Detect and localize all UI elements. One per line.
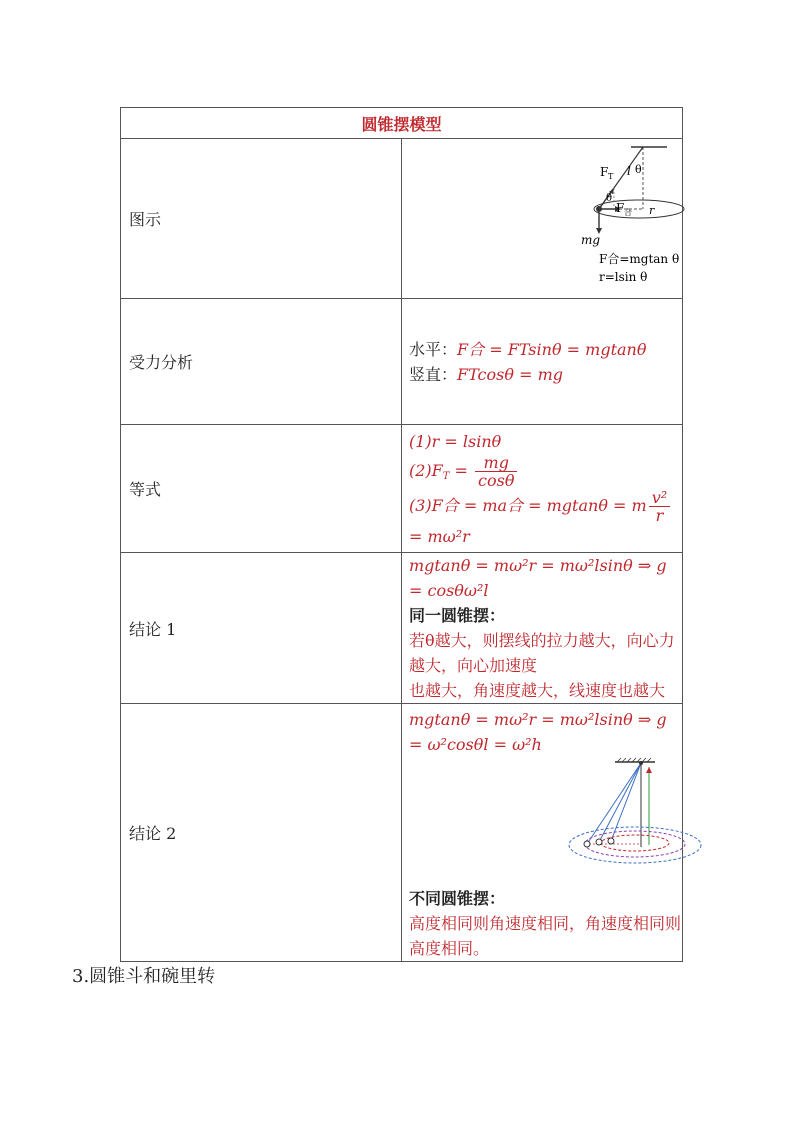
equations-cell xyxy=(402,425,683,553)
row-label-conclusion-1: 结论 1 xyxy=(121,553,402,704)
equation-3-fraction: $\frac{\text{v²}}{r}$ xyxy=(649,489,670,524)
conclusion-1-cell xyxy=(402,553,683,704)
conclusion-2-cell xyxy=(402,704,683,962)
diagram-caption-2: r=lsin θ xyxy=(599,270,648,284)
label-ft: F xyxy=(600,165,609,179)
label-l: l xyxy=(627,164,631,178)
conclusion-2-text: 高度相同则角速度相同，角速度相同则高度相同。 xyxy=(409,914,682,958)
row-label-equations: 等式 xyxy=(121,425,402,553)
section-heading: 3.圆锥斗和碗里转 xyxy=(72,966,216,987)
conclusion-1-subhead: 同一圆锥摆： xyxy=(409,606,506,625)
multiple-cone-pendulum-diagram xyxy=(409,757,794,879)
table-title: 圆锥摆模型 xyxy=(121,108,683,139)
cone-pendulum-diagram xyxy=(409,139,794,291)
label-fhe-sub: 合 xyxy=(624,208,632,217)
force-vertical-prefix: 竖直： xyxy=(409,364,458,384)
label-mg: mg xyxy=(581,233,601,247)
force-horizontal-prefix: 水平： xyxy=(409,339,458,359)
equation-2-fraction: $\frac{mg}{\cos\theta}$ xyxy=(475,454,517,489)
conclusion-1-text-2: 也越大，角速度越大，线速度也越大 xyxy=(409,681,666,700)
cone-pendulum-table xyxy=(120,107,683,962)
diagram-cell xyxy=(402,139,683,299)
label-fhe: F xyxy=(616,201,625,215)
label-ft-sub: T xyxy=(608,172,614,181)
conclusion-2-formula: mgtanθ = mω²r = mω²lsinθ ⇒ g = ω²cosθl = ω²h xyxy=(409,710,667,754)
force-cell xyxy=(402,299,683,425)
force-vertical-eq: FTcosθ = mg xyxy=(457,364,563,384)
row-label-conclusion-2: 结论 2 xyxy=(121,704,402,962)
conclusion-2-subhead: 不同圆锥摆： xyxy=(409,889,506,908)
conclusion-1-text-1: 若θ越大，则摆线的拉力越大，向心力越大，向心加速度 xyxy=(409,631,675,675)
row-label-force: 受力分析 xyxy=(121,299,402,425)
equation-1: (1)r = lsinθ xyxy=(409,431,502,451)
row-label-diagram: 图示 xyxy=(121,139,402,299)
label-r: r xyxy=(649,204,655,217)
conclusion-1-formula: mgtanθ = mω²r = mω²lsinθ ⇒ g = cosθω²l xyxy=(409,556,667,600)
force-horizontal-eq: F合 = FTsinθ = mgtanθ xyxy=(457,339,647,359)
force-vertical xyxy=(409,362,682,387)
equation-3: (3)F合 = ma合 = mgtanθ = m $\frac{\text{v²}}{r}$ = mω²r xyxy=(409,489,682,549)
label-theta-bob: θ xyxy=(606,193,613,204)
equation-2: $(2)F_T$ = $\frac{mg}{\cos\theta}$ xyxy=(409,454,682,489)
diagram-caption-1: F合=mgtan θ xyxy=(599,252,680,266)
label-theta-top: θ xyxy=(635,163,642,176)
force-horizontal xyxy=(409,337,682,362)
